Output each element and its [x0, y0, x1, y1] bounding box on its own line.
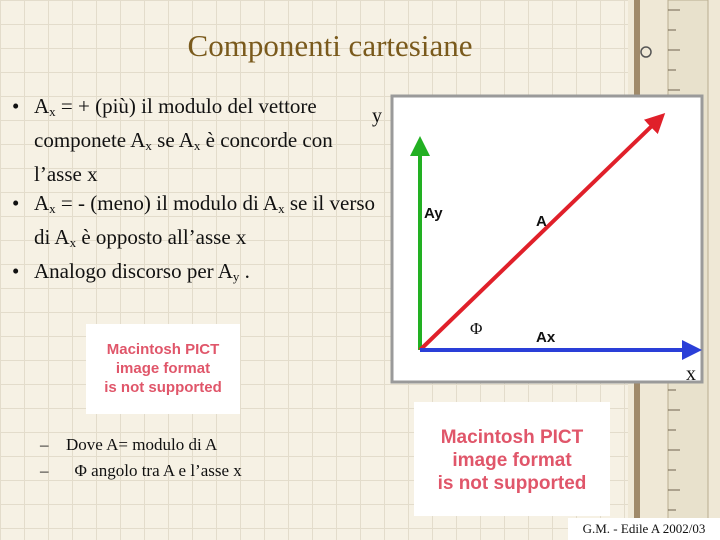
phi-label: Φ — [470, 319, 483, 338]
footer-text: G.M. - Edile A 2002/03 — [568, 518, 720, 540]
a-label: A — [536, 213, 547, 230]
axis-x-label: x — [686, 363, 696, 385]
definition-item: – Dove A= modulo di A — [40, 432, 242, 458]
pict-placeholder-right: Macintosh PICT image format is not supported — [414, 402, 610, 516]
ax-label: Ax — [536, 329, 556, 346]
bullet-item: • $A_x$ = + (più) il modulo del vettore componete $A_x$ se $A_x$ è concorde con l’asse x — [8, 92, 378, 189]
slide-title: Componenti cartesiane — [187, 28, 473, 63]
definition-item: – Φ angolo tra A e l’asse x — [40, 458, 242, 484]
axis-y-label: y — [372, 105, 382, 127]
bullet-list — [8, 92, 378, 291]
pict-placeholder-left: Macintosh PICT image format is not supported — [86, 324, 240, 414]
definition-list — [40, 432, 242, 484]
ay-label: Ay — [424, 205, 443, 222]
vector-diagram — [372, 78, 720, 388]
bullet-item: • $A_x$ = - (meno) il modulo di $A_x$ se il verso di $A_x$ è opposto all’asse x — [8, 189, 378, 257]
bullet-item: • Analogo discorso per $A_y$ . — [8, 257, 378, 291]
